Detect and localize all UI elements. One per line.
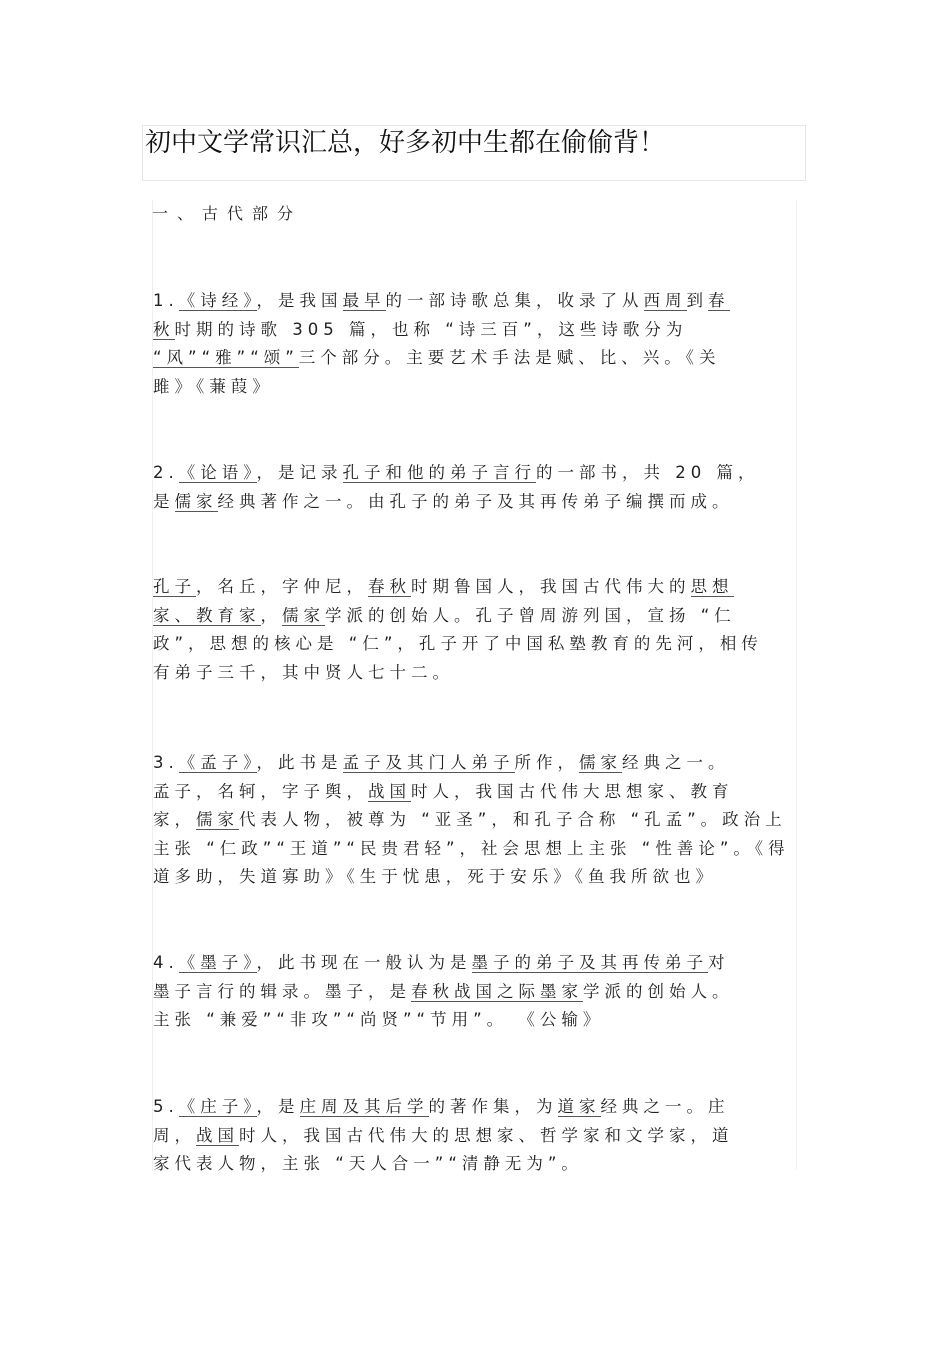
- underlined-term: 儒家: [282, 605, 325, 625]
- underlined-term: 孟子及其门人弟子: [342, 753, 515, 772]
- text-line: [153, 344, 793, 373]
- text-segment: 时人，我国古代伟大思想家、教育: [411, 781, 734, 801]
- paragraph-mengzi: [153, 749, 793, 892]
- text-segment: ，是我国: [256, 291, 343, 310]
- text-segment: 时人，我国古代伟大的思想家、哲学家和文学家，道: [239, 1125, 734, 1145]
- text-line: [153, 373, 793, 402]
- text-segment: 4.: [153, 953, 179, 972]
- text-line: [153, 1093, 793, 1122]
- underlined-term: 春: [708, 291, 730, 310]
- underlined-term: 《孟子》: [178, 753, 257, 772]
- text-line: [153, 630, 793, 659]
- text-line: [153, 863, 793, 892]
- text-line: [153, 1006, 793, 1035]
- text-line: [153, 835, 793, 864]
- right-border: [796, 200, 797, 1170]
- text-line: [153, 1150, 793, 1179]
- paragraph-zhuangzi: [153, 1093, 793, 1179]
- paragraph-lunyu: [153, 459, 793, 516]
- text-segment: 学派的创始人。: [583, 981, 734, 1001]
- text-line: [153, 573, 793, 602]
- underlined-term: 战国: [196, 1125, 239, 1145]
- underlined-term: 孔子: [153, 577, 196, 596]
- underlined-term: 春秋: [368, 577, 411, 596]
- text-segment: 的一部书，共 20 篇，: [536, 463, 760, 482]
- text-segment: 对: [708, 953, 730, 972]
- text-segment: 的一部诗歌总集，收录了从: [385, 291, 644, 310]
- underlined-term: 庄周及其后学: [299, 1097, 429, 1116]
- text-segment: ，是: [256, 1097, 300, 1116]
- text-segment: 墨子言行的辑录。墨子，是: [153, 981, 411, 1001]
- text-segment: 时期鲁国人，我国古代伟大的: [411, 577, 691, 596]
- underlined-term: 儒家: [196, 810, 239, 829]
- text-segment: 经典之一。: [622, 753, 730, 772]
- underlined-term: 《庄子》: [178, 1097, 257, 1116]
- text-line: [153, 287, 793, 316]
- text-segment: 所作，: [514, 753, 579, 772]
- page-title: 初中文学常识汇总，好多初中生都在偷偷背！: [145, 128, 666, 158]
- text-line: [153, 978, 793, 1007]
- text-segment: 主张 “兼爱”“非攻”“尚贤”“节用”。 《公输》: [153, 1010, 605, 1029]
- title-box: [142, 125, 806, 181]
- underlined-term: “风”“雅”“颂”: [153, 348, 299, 367]
- text-line: [153, 749, 793, 778]
- underlined-term: 战国: [368, 781, 411, 801]
- text-segment: 经典著作之一。由孔子的弟子及其再传弟子编撰而成。: [217, 491, 734, 511]
- underlined-term: 儒家: [174, 491, 218, 511]
- underlined-term: 墨子的弟子及其再传弟子: [471, 953, 708, 972]
- text-segment: 周，: [153, 1125, 196, 1145]
- text-segment: 1.: [153, 291, 179, 310]
- section-heading: 一、古代部分: [152, 204, 303, 223]
- underlined-term: 《诗经》: [178, 291, 257, 310]
- text-line: [153, 806, 793, 835]
- text-segment: 有弟子三千，其中贤人七十二。: [153, 662, 454, 682]
- text-line: [153, 602, 793, 631]
- text-line: [153, 949, 793, 978]
- text-segment: 经典之一。庄: [600, 1097, 730, 1116]
- underlined-term: 春秋战国之际墨家: [411, 981, 583, 1001]
- text-segment: 5.: [153, 1097, 179, 1116]
- underlined-term: 《墨子》: [178, 953, 257, 972]
- text-segment: 家，: [153, 810, 196, 829]
- text-line: [153, 1122, 793, 1151]
- text-line: [153, 488, 793, 517]
- text-line: [153, 316, 793, 345]
- text-segment: 是: [153, 491, 175, 511]
- text-segment: ，是记录: [256, 463, 343, 482]
- text-segment: 2.: [153, 463, 179, 482]
- text-line: [153, 778, 793, 807]
- text-segment: 学派的创始人。孔子曾周游列国，宣扬 “仁: [325, 605, 736, 625]
- text-line: [153, 459, 793, 488]
- paragraph-mozi: [153, 949, 793, 1035]
- underlined-term: 秋: [153, 319, 175, 339]
- text-segment: ，: [260, 605, 282, 625]
- text-segment: 3.: [153, 753, 179, 772]
- text-segment: 时期的诗歌 305 篇，也称 “诗三百”，这些诗歌分为: [174, 319, 688, 339]
- underlined-term: 西周: [643, 291, 687, 310]
- text-segment: 主张 “仁政”“王道”“民贵君轻”，社会思想上主张 “性善论”。《得: [153, 838, 790, 858]
- underlined-term: 家、教育家: [153, 605, 261, 625]
- text-segment: 孟子，名轲，字子舆，: [153, 781, 368, 801]
- underlined-term: 道家: [557, 1097, 601, 1116]
- text-segment: ，此书现在一般认为是: [256, 953, 472, 972]
- paragraph-shijing: [153, 287, 793, 401]
- text-line: [153, 659, 793, 688]
- text-segment: 政”，思想的核心是 “仁”，孔子开了中国私塾教育的先河，相传: [153, 634, 763, 653]
- underlined-term: 思想: [690, 577, 734, 596]
- text-segment: 的著作集，为: [428, 1097, 558, 1116]
- text-segment: 家代表人物，主张 “天人合一”“清静无为”。: [153, 1154, 583, 1173]
- text-segment: ，名丘，字仲尼，: [196, 577, 368, 596]
- text-segment: 雎》《蒹葭》: [153, 376, 274, 396]
- text-segment: 代表人物，被尊为 “亚圣”，和孔子合称 “孔孟”。政治上: [239, 810, 787, 829]
- text-segment: 道多助，失道寡助》《生于忧患，死于安乐》《鱼我所欲也》: [153, 867, 717, 886]
- underlined-term: 最早: [342, 291, 386, 310]
- text-segment: 到: [686, 291, 708, 310]
- paragraph-kongzi: [153, 573, 793, 687]
- text-segment: ，此书是: [256, 753, 343, 772]
- underlined-term: 孔子和他的弟子言行: [342, 463, 536, 482]
- underlined-term: 《论语》: [178, 463, 257, 482]
- underlined-term: 儒家: [579, 753, 622, 772]
- text-segment: 三个部分。主要艺术手法是赋、比、兴。《关: [298, 348, 721, 367]
